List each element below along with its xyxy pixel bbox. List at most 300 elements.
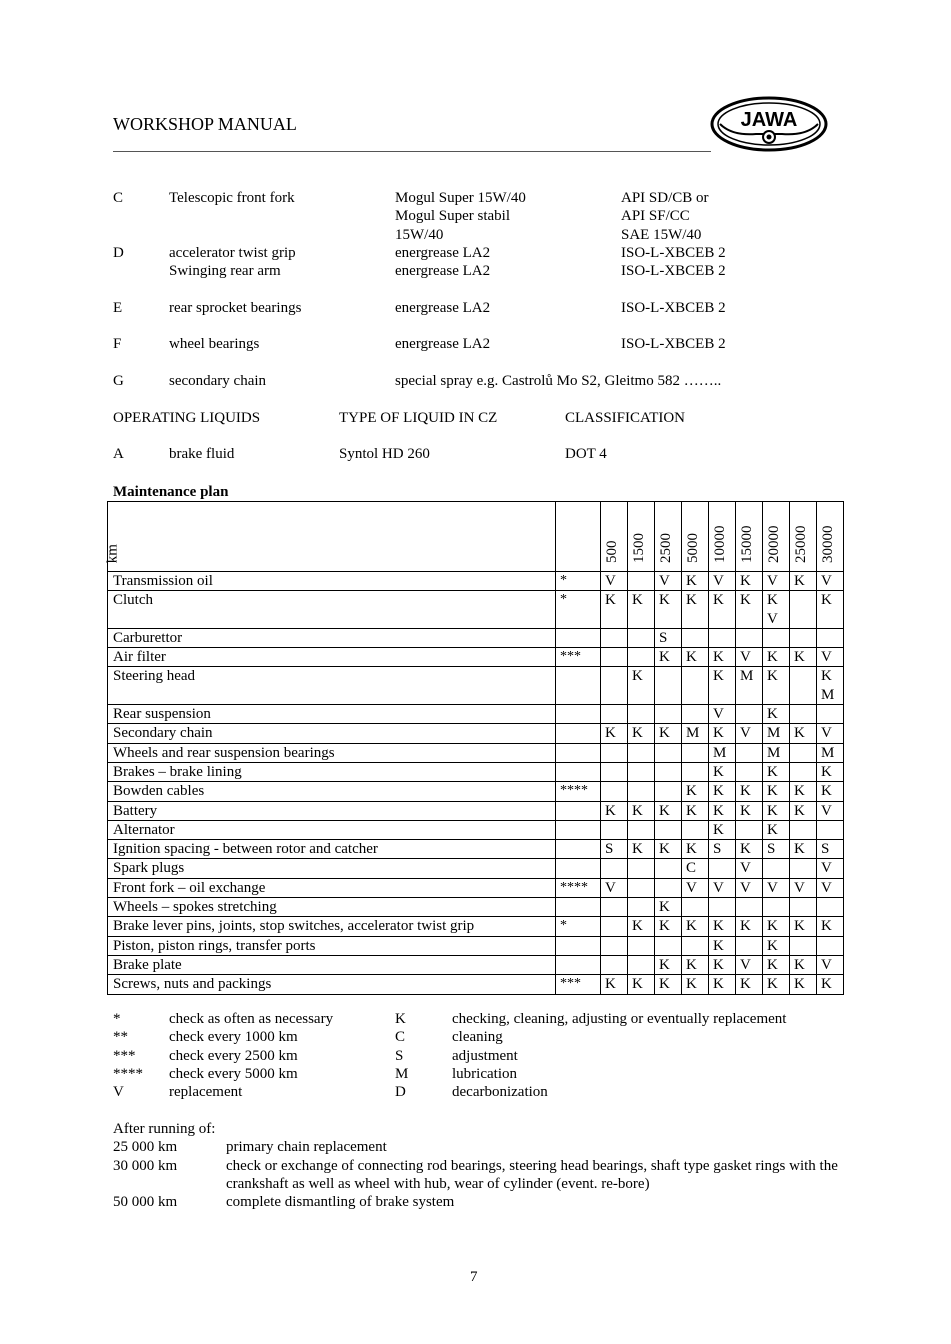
maintenance-cell: V: [817, 724, 844, 743]
maintenance-cell: K: [709, 936, 736, 955]
check-frequency-mark: [556, 859, 601, 878]
lubricant-classification-line: ISO-L-XBCEB 2: [621, 336, 726, 353]
maintenance-plan-title: Maintenance plan: [113, 484, 229, 500]
maintenance-cell: K: [709, 667, 736, 705]
maintenance-cell: K: [763, 762, 790, 781]
maintenance-cell: [790, 898, 817, 917]
lubricant-classification: [621, 335, 726, 353]
maintenance-cell: [601, 936, 628, 955]
maintenance-cell: K: [628, 975, 655, 994]
maintenance-cell: [790, 936, 817, 955]
maintenance-cell: [682, 743, 709, 762]
maintenance-row: [108, 572, 844, 591]
liquid-name: brake fluid: [169, 446, 235, 463]
check-frequency-mark: [556, 705, 601, 724]
maintenance-cell: [628, 648, 655, 667]
check-frequency-mark: *: [556, 591, 601, 629]
maintenance-cell: [655, 820, 682, 839]
interval-label: 10000: [712, 525, 728, 563]
maintenance-cell: V: [601, 878, 628, 897]
lubricant-row: [113, 189, 833, 244]
operating-liquids-header: [113, 409, 833, 427]
lubricant-oil-line: energrease LA2: [395, 244, 491, 261]
maintenance-cell: [628, 762, 655, 781]
legend-description: check as often as necessary: [169, 1011, 334, 1027]
maintenance-cell: K: [790, 955, 817, 974]
logo-text: JAWA: [740, 109, 798, 131]
check-frequency-mark: ***: [556, 648, 601, 667]
lubricant-oil: [395, 244, 490, 281]
maintenance-cell: K: [709, 917, 736, 936]
maintenance-item: Piston, piston rings, transfer ports: [108, 936, 556, 955]
maintenance-cell: [763, 859, 790, 878]
maintenance-row: [108, 724, 844, 743]
maintenance-item: Rear suspension: [108, 705, 556, 724]
maintenance-cell: K: [628, 801, 655, 820]
maintenance-row: [108, 743, 844, 762]
maintenance-cell: V: [709, 705, 736, 724]
check-frequency-mark: [556, 628, 601, 647]
maintenance-cell: K: [736, 572, 763, 591]
maintenance-cell: V: [817, 955, 844, 974]
legend-symbol: ****: [113, 1065, 143, 1082]
after-running-item: [113, 1157, 843, 1194]
maintenance-cell: K: [736, 782, 763, 801]
maintenance-cell: [655, 782, 682, 801]
after-running-text: check or exchange of connecting rod bearings, steering head bearings, shaft type gasket rings with the crankshaft as well as wheel with hub, wear of cylinder (event. re-bore): [226, 1157, 838, 1192]
maintenance-item: Screws, nuts and packings: [108, 975, 556, 994]
maintenance-cell: K: [790, 572, 817, 591]
interval-header-cell: [817, 502, 844, 572]
lubricant-code: D: [113, 244, 124, 261]
lubricant-classification: [621, 189, 709, 244]
maintenance-cell: K: [601, 801, 628, 820]
maintenance-item: Clutch: [108, 591, 556, 629]
maintenance-item: Carburettor: [108, 628, 556, 647]
maintenance-cell: V: [709, 572, 736, 591]
maintenance-row: [108, 917, 844, 936]
maintenance-row: [108, 628, 844, 647]
maintenance-cell: [709, 628, 736, 647]
check-frequency-mark: [556, 667, 601, 705]
maintenance-cell: [655, 667, 682, 705]
maintenance-code: M: [821, 686, 835, 703]
lubricant-part-line: Telescopic front fork: [169, 190, 295, 206]
interval-label: 500: [604, 540, 620, 563]
lubricant-oil: [395, 299, 490, 317]
maintenance-cell: [601, 859, 628, 878]
liquid-classification: DOT 4: [565, 446, 607, 463]
maintenance-cell: K: [736, 801, 763, 820]
maintenance-cell: K: [763, 667, 790, 705]
after-running-item: [113, 1193, 843, 1211]
maintenance-cell: V: [817, 572, 844, 591]
maintenance-cell: C: [682, 859, 709, 878]
maintenance-cell: K: [763, 955, 790, 974]
maintenance-cell: [682, 705, 709, 724]
lubricant-code: G: [113, 372, 124, 389]
maintenance-cell: K: [655, 975, 682, 994]
maintenance-cell: K: [790, 840, 817, 859]
legend-meaning: checking, cleaning, adjusting or eventually replacement: [452, 1011, 787, 1027]
maintenance-cell: [709, 898, 736, 917]
lubricant-part-line: accelerator twist grip: [169, 244, 296, 261]
maintenance-cell: [601, 762, 628, 781]
maintenance-cell: [736, 743, 763, 762]
maintenance-cell: V: [817, 859, 844, 878]
maintenance-cell: [601, 628, 628, 647]
jawa-logo: [710, 96, 828, 152]
maintenance-cell: [709, 859, 736, 878]
header-rule: [113, 151, 711, 152]
lubricant-oil-line: energrease LA2: [395, 299, 491, 316]
maintenance-cell: K: [655, 917, 682, 936]
maintenance-code: K: [767, 592, 778, 609]
interval-label: 30000: [820, 525, 836, 563]
legend-code: M: [395, 1065, 409, 1082]
col-header-operating-liquids: OPERATING LIQUIDS: [113, 409, 261, 426]
maintenance-cell: K: [763, 782, 790, 801]
maintenance-cell: K: [601, 975, 628, 994]
maintenance-cell: K: [736, 975, 763, 994]
legend-symbol: **: [113, 1029, 128, 1046]
maintenance-cell: [790, 820, 817, 839]
check-frequency-mark: [556, 820, 601, 839]
maintenance-row: [108, 705, 844, 724]
after-running-item: [113, 1138, 843, 1156]
maintenance-cell: K: [817, 975, 844, 994]
maintenance-cell: K: [709, 724, 736, 743]
maintenance-cell: K: [790, 782, 817, 801]
maintenance-cell: [817, 898, 844, 917]
interval-label: 25000: [793, 525, 809, 563]
lubricant-part: [169, 244, 296, 281]
maintenance-cell: [763, 898, 790, 917]
maintenance-cell: [763, 628, 790, 647]
maintenance-cell: V: [655, 572, 682, 591]
lubricant-code: C: [113, 190, 124, 206]
lubricant-product: special spray e.g. Castrolů Mo S2, Gleitmo 582 ……..: [395, 372, 722, 389]
interval-header-cell: [655, 502, 682, 572]
maintenance-item: Brake plate: [108, 955, 556, 974]
maintenance-cell: K: [628, 667, 655, 705]
lubricant-part: [169, 189, 295, 207]
lubricant-classification-line: API SF/CC: [621, 208, 690, 225]
interval-header-cell: [736, 502, 763, 572]
check-frequency-mark: [556, 801, 601, 820]
maintenance-row: [108, 898, 844, 917]
legend-description: check every 5000 km: [169, 1065, 298, 1082]
maintenance-cell: K: [655, 648, 682, 667]
maintenance-row: [108, 591, 844, 629]
maintenance-cell: K: [655, 801, 682, 820]
maintenance-cell: K: [601, 591, 628, 629]
maintenance-cell: [790, 743, 817, 762]
maintenance-cell: K: [817, 782, 844, 801]
operating-liquid-row: [113, 445, 833, 463]
maintenance-cell: [601, 743, 628, 762]
lubricant-row: [113, 335, 833, 353]
maintenance-cell: M: [736, 667, 763, 705]
maintenance-cell: K: [817, 591, 844, 629]
after-running-km: 50 000 km: [113, 1194, 178, 1211]
maintenance-cell: [601, 898, 628, 917]
lubricant-oil: [395, 335, 490, 353]
maintenance-cell: K: [601, 724, 628, 743]
maintenance-row: [108, 667, 844, 705]
lubricant-oil: [395, 189, 526, 244]
maintenance-item: Alternator: [108, 820, 556, 839]
lubricant-classification-line: ISO-L-XBCEB 2: [621, 299, 726, 316]
legend-symbol: ***: [113, 1047, 136, 1064]
maintenance-cell: [817, 628, 844, 647]
legend-meaning: decarbonization: [452, 1084, 548, 1101]
maintenance-cell: [736, 628, 763, 647]
maintenance-cell: V: [736, 859, 763, 878]
maintenance-cell: K: [817, 762, 844, 781]
maintenance-cell: V: [736, 724, 763, 743]
maintenance-item: Front fork – oil exchange: [108, 878, 556, 897]
after-running-text: primary chain replacement: [226, 1139, 387, 1156]
maintenance-cell: S: [817, 840, 844, 859]
interval-header-cell: [709, 502, 736, 572]
legend-symbol: *: [113, 1011, 121, 1027]
maintenance-cell: [655, 936, 682, 955]
lubricant-oil-line: energrease LA2: [395, 263, 491, 280]
maintenance-cell: [682, 762, 709, 781]
maintenance-cell: [628, 628, 655, 647]
maintenance-cell: [763, 591, 790, 629]
legend-description: check every 2500 km: [169, 1047, 298, 1064]
interval-header-cell: [763, 502, 790, 572]
maintenance-cell: V: [817, 801, 844, 820]
maintenance-cell: [736, 898, 763, 917]
maintenance-cell: [682, 628, 709, 647]
maintenance-item: Transmission oil: [108, 572, 556, 591]
after-running-heading: After running of:: [113, 1121, 216, 1137]
maintenance-cell: [601, 705, 628, 724]
maintenance-cell: M: [763, 743, 790, 762]
maintenance-item: Steering head: [108, 667, 556, 705]
maintenance-row: [108, 955, 844, 974]
lubricant-part-line: Swinging rear arm: [169, 263, 281, 280]
maintenance-row: [108, 840, 844, 859]
maintenance-cell: [628, 820, 655, 839]
maintenance-cell: K: [763, 917, 790, 936]
legend-code: C: [395, 1029, 406, 1046]
maintenance-cell: K: [763, 975, 790, 994]
maintenance-row: [108, 859, 844, 878]
km-header-cell: [104, 502, 556, 572]
after-running-km: 30 000 km: [113, 1157, 178, 1174]
maintenance-cell: [790, 705, 817, 724]
check-frequency-mark: *: [556, 917, 601, 936]
maintenance-cell: [817, 820, 844, 839]
maintenance-cell: [655, 878, 682, 897]
maintenance-cell: K: [682, 648, 709, 667]
check-frequency-mark: [556, 762, 601, 781]
check-frequency-mark: [556, 840, 601, 859]
maintenance-cell: [790, 859, 817, 878]
maintenance-cell: K: [763, 801, 790, 820]
km-label: km: [104, 543, 121, 563]
legend-symbol: V: [113, 1084, 124, 1101]
maintenance-cell: K: [709, 820, 736, 839]
maintenance-cell: V: [682, 878, 709, 897]
maintenance-cell: K: [628, 840, 655, 859]
interval-label: 5000: [685, 533, 701, 563]
maintenance-cell: [790, 667, 817, 705]
maintenance-cell: [628, 782, 655, 801]
lubricant-classification-line: ISO-L-XBCEB 2: [621, 263, 726, 280]
check-frequency-mark: *: [556, 572, 601, 591]
maintenance-item: Battery: [108, 801, 556, 820]
interval-header-cell: [628, 502, 655, 572]
maintenance-cell: K: [709, 975, 736, 994]
maintenance-cell: K: [682, 572, 709, 591]
maintenance-cell: S: [655, 628, 682, 647]
page-header-title: WORKSHOP MANUAL: [113, 114, 297, 134]
maintenance-cell: K: [763, 648, 790, 667]
maintenance-cell: K: [655, 724, 682, 743]
maintenance-item: Wheels – spokes stretching: [108, 898, 556, 917]
maintenance-cell: S: [763, 840, 790, 859]
maintenance-cell: K: [790, 724, 817, 743]
maintenance-cell: [655, 859, 682, 878]
lubricant-part-line: rear sprocket bearings: [169, 299, 302, 316]
maintenance-grid: [104, 501, 844, 995]
interval-label: 15000: [739, 525, 755, 563]
interval-label: 20000: [766, 525, 782, 563]
lubricant-row: [113, 244, 833, 281]
maintenance-cell: [736, 762, 763, 781]
maintenance-cell: [790, 762, 817, 781]
maintenance-cell: V: [817, 878, 844, 897]
maintenance-cell: K: [709, 801, 736, 820]
maintenance-cell: [682, 936, 709, 955]
lubricant-part-line: wheel bearings: [169, 336, 260, 353]
maintenance-row: [108, 820, 844, 839]
maintenance-cell: [790, 628, 817, 647]
maintenance-cell: V: [790, 878, 817, 897]
maintenance-cell: [628, 898, 655, 917]
maintenance-cell: [628, 572, 655, 591]
star-header-cell: [556, 502, 601, 572]
maintenance-cell: [628, 705, 655, 724]
maintenance-cell: V: [736, 648, 763, 667]
check-frequency-mark: [556, 955, 601, 974]
interval-header-cell: [790, 502, 817, 572]
maintenance-cell: [628, 878, 655, 897]
lubricant-classification: [621, 299, 726, 317]
lubricant-oil-line: Mogul Super 15W/40: [395, 190, 526, 206]
maintenance-cell: V: [763, 572, 790, 591]
maintenance-cell: [817, 936, 844, 955]
maintenance-cell: V: [817, 648, 844, 667]
lubricant-oil-line: 15W/40: [395, 226, 444, 243]
after-running: [113, 1120, 843, 1211]
maintenance-row: [108, 975, 844, 994]
lubricant-oil-line: Mogul Super stabil: [395, 208, 510, 225]
maintenance-row: [108, 762, 844, 781]
interval-header-cell: [682, 502, 709, 572]
lubricant-part: [169, 299, 301, 317]
lubricant-code: E: [113, 299, 123, 316]
maintenance-cell: K: [736, 840, 763, 859]
maintenance-cell: V: [601, 572, 628, 591]
lubricant-oil-line: energrease LA2: [395, 336, 491, 353]
col-header-classification: CLASSIFICATION: [565, 409, 686, 426]
maintenance-cell: K: [682, 782, 709, 801]
maintenance-cell: [628, 859, 655, 878]
maintenance-item: Spark plugs: [108, 859, 556, 878]
maintenance-cell: M: [682, 724, 709, 743]
maintenance-row: [108, 936, 844, 955]
after-running-text: complete dismantling of brake system: [226, 1194, 455, 1211]
maintenance-cell: [682, 820, 709, 839]
maintenance-item: Secondary chain: [108, 724, 556, 743]
maintenance-cell: [628, 955, 655, 974]
maintenance-cell: [601, 782, 628, 801]
legend-description: check every 1000 km: [169, 1029, 298, 1046]
maintenance-cell: K: [628, 591, 655, 629]
maintenance-cell: [817, 705, 844, 724]
maintenance-cell: K: [682, 801, 709, 820]
liquid-type: Syntol HD 260: [339, 446, 430, 463]
maintenance-cell: [601, 955, 628, 974]
maintenance-item: Brakes – brake lining: [108, 762, 556, 781]
maintenance-cell: [601, 648, 628, 667]
check-frequency-mark: ***: [556, 975, 601, 994]
maintenance-cell: K: [655, 898, 682, 917]
maintenance-item: Brake lever pins, joints, stop switches, accelerator twist grip: [108, 917, 556, 936]
maintenance-cell: K: [736, 917, 763, 936]
maintenance-item: Wheels and rear suspension bearings: [108, 743, 556, 762]
maintenance-cell: [655, 705, 682, 724]
maintenance-cell: K: [682, 955, 709, 974]
maintenance-cell: K: [790, 917, 817, 936]
lubricant-classification-line: ISO-L-XBCEB 2: [621, 244, 726, 261]
check-frequency-mark: [556, 898, 601, 917]
maintenance-cell: M: [763, 724, 790, 743]
maintenance-cell: K: [790, 801, 817, 820]
check-frequency-mark: [556, 743, 601, 762]
maintenance-cell: K: [709, 591, 736, 629]
legend-description: replacement: [169, 1084, 243, 1101]
lubricant-classification: [621, 244, 726, 281]
maintenance-cell: S: [601, 840, 628, 859]
lubricant-classification-line: SAE 15W/40: [621, 226, 702, 243]
maintenance-item: Ignition spacing - between rotor and catcher: [108, 840, 556, 859]
lubricant-code: F: [113, 336, 122, 353]
maintenance-cell: K: [682, 591, 709, 629]
maintenance-cell: [736, 705, 763, 724]
maintenance-item: Air filter: [108, 648, 556, 667]
maintenance-cell: K: [709, 762, 736, 781]
maintenance-cell: K: [790, 975, 817, 994]
maintenance-cell: V: [736, 955, 763, 974]
maintenance-cell: [682, 667, 709, 705]
maintenance-row: [108, 878, 844, 897]
maintenance-cell: K: [655, 591, 682, 629]
maintenance-cell: K: [682, 917, 709, 936]
maintenance-row: [108, 782, 844, 801]
legend-meaning: lubrication: [452, 1065, 517, 1082]
legend-code: S: [395, 1047, 404, 1064]
interval-header-cell: [601, 502, 628, 572]
maintenance-cell: V: [763, 878, 790, 897]
check-frequency-mark: ****: [556, 878, 601, 897]
